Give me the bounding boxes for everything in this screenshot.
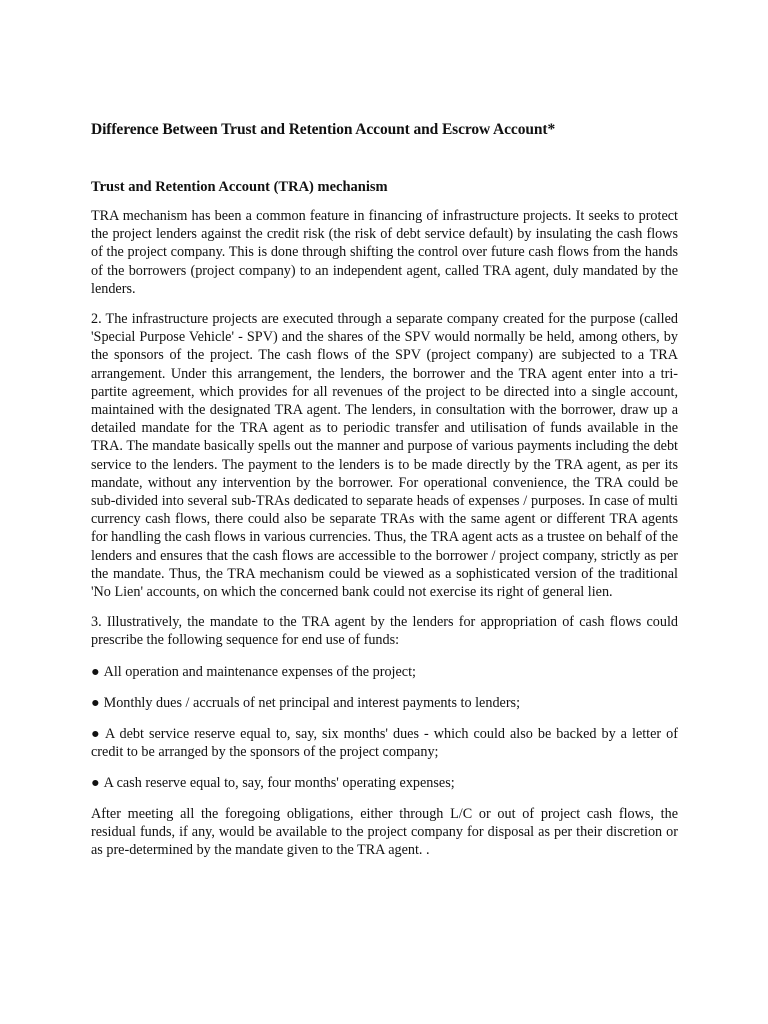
bullet-text: Monthly dues / accruals of net principal and interest payments to lenders; <box>103 694 521 711</box>
paragraph-intro: TRA mechanism has been a common feature in financing of infrastructure projects. It seeks to protect the project lenders against the credit risk (the risk of debt service default) by insulating the cash flows of the project company. This is done through shifting the control over future cash flows from the hands of the borrowers (project company) to an independent agent, called TRA agent, duly mandated by the lenders. <box>91 208 678 297</box>
bullet-dot-icon: ● <box>91 663 100 680</box>
section-heading: Trust and Retention Account (TRA) mechanism <box>91 179 388 195</box>
bullet-item <box>91 725 678 761</box>
bullet-dot-icon: ● <box>91 726 102 743</box>
paragraph-3: 3. Illustratively, the mandate to the TRA agent by the lenders for appropriation of cash flows could prescribe the following sequence for end use of funds: <box>91 614 678 649</box>
closing-paragraph: After meeting all the foregoing obligations, either through L/C or out of project cash flows, the residual funds, if any, would be available to the project company for disposal as per their discretion or as pre-determined by the mandate given to the TRA agent. . <box>91 805 678 859</box>
paragraph-2: 2. The infrastructure projects are executed through a separate company created for the purpose (called 'Special Purpose Vehicle' - SPV) and the shares of the SPV would normally be held, among others, by the sponsors of the project. The cash flows of the SPV (project company) are subjected to a TRA arrangement. Under this arrangement, the lenders, the borrower and the TRA agent enter into a tri-partite agreement, which provides for all revenues of the project to be directed into a single account, maintained with the designated TRA agent. The lenders, in consultation with the borrower, draw up a detailed mandate for the TRA agent as to periodic transfer and utilisation of funds available in the TRA. The mandate basically spells out the manner and purpose of various payments including the debt service to the lenders. The payment to the lenders is to be made directly by the TRA agent, as per its mandate, without any intervention by the borrower. For operational convenience, the TRA could be sub-divided into several sub-TRAs dedicated to separate heads of expenses / purposes. In case of multi currency cash flows, there could also be separate TRAs with the same agent or different TRA agents for handling the cash flows in various currencies. Thus, the TRA agent acts as a trustee on behalf of the lenders and ensures that the cash flows are accessible to the borrower / project company, strictly as per the mandate. Thus, the TRA mechanism could be viewed as a sophisticated version of the traditional 'No Lien' accounts, on which the concerned bank could not exercise its right of general lien. <box>91 311 678 601</box>
bullet-item <box>91 774 678 792</box>
bullet-dot-icon: ● <box>91 775 100 792</box>
bullet-dot-icon: ● <box>91 694 100 711</box>
bullet-item <box>91 694 678 712</box>
bullet-item <box>91 663 678 681</box>
bullet-text: All operation and maintenance expenses of the project; <box>103 663 416 680</box>
document-title: Difference Between Trust and Retention Account and Escrow Account* <box>91 121 556 138</box>
bullet-text: A cash reserve equal to, say, four months' operating expenses; <box>103 775 455 792</box>
document-page <box>91 120 678 859</box>
bullet-text: A debt service reserve equal to, say, six months' dues - which could also be backed by a letter of credit to be arranged by the sponsors of the project company; <box>91 726 678 761</box>
